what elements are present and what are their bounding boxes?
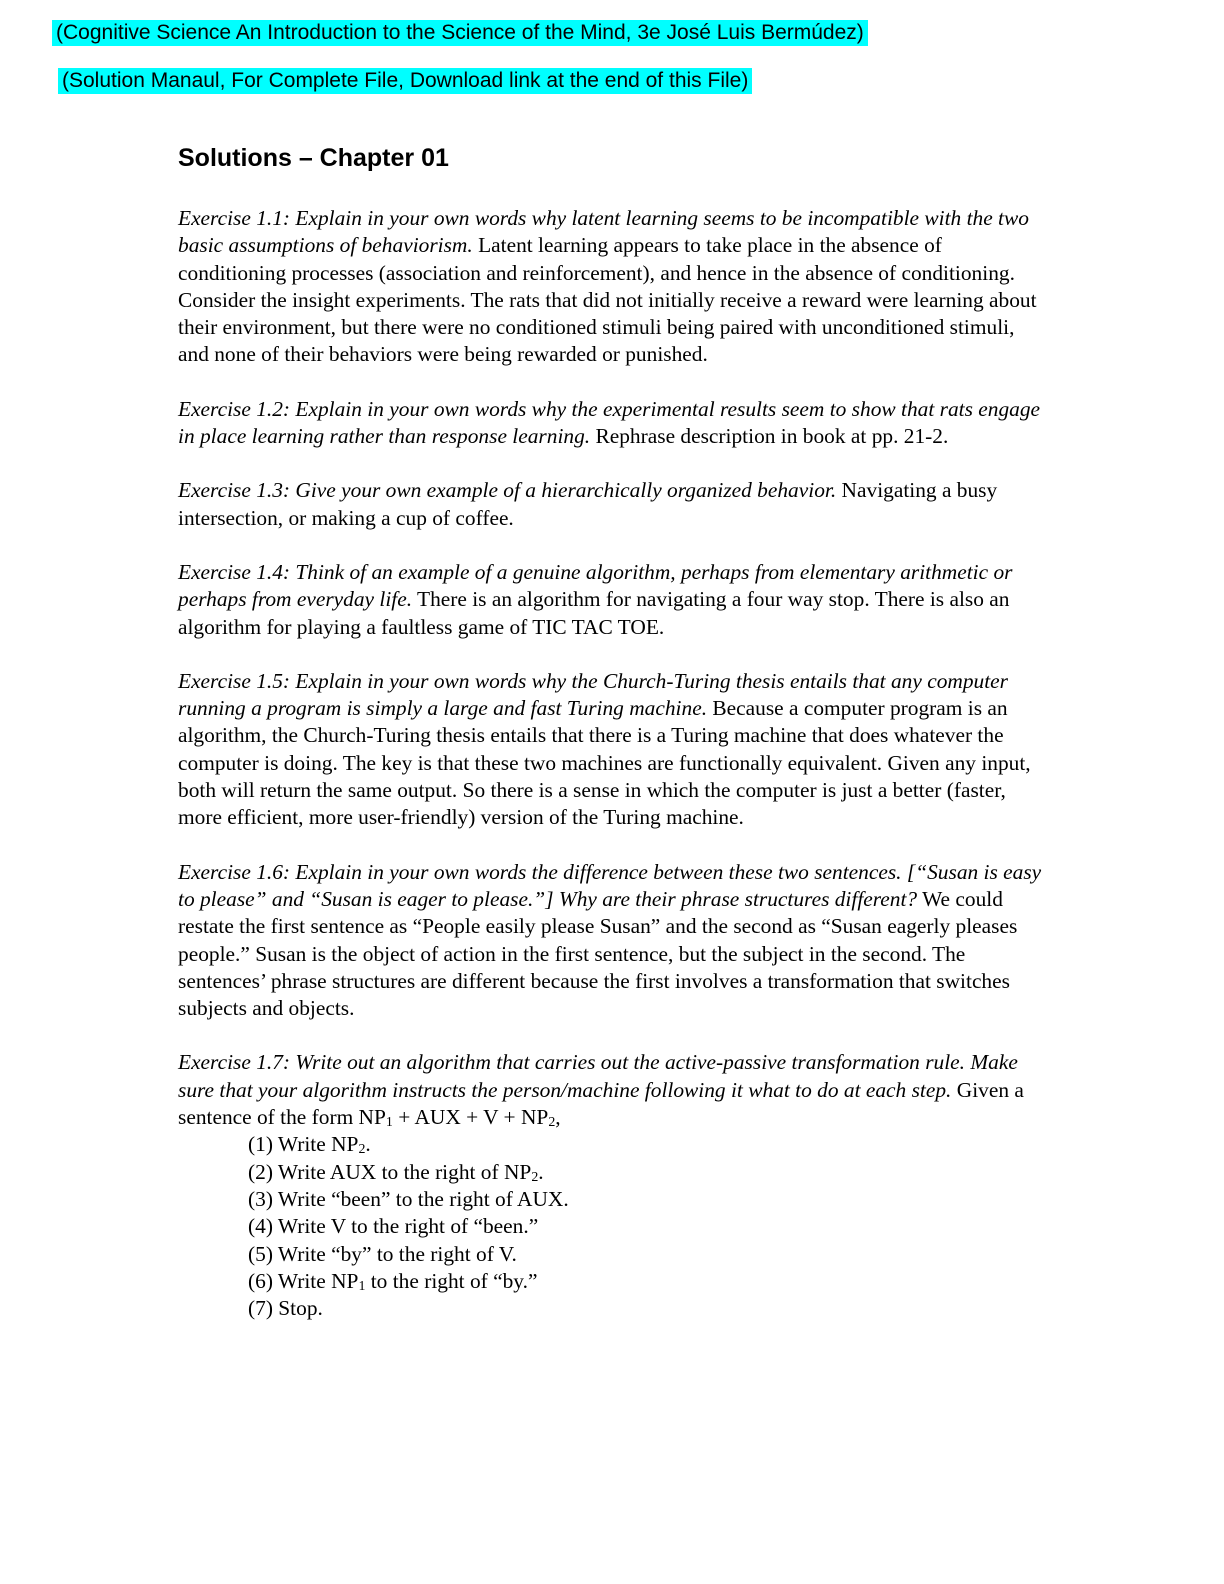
exercise-answer: Rephrase description in book at pp. 21-2. [590, 424, 949, 449]
exercise-question: Exercise 1.3: Give your own example of a hierarchically organized behavior. [178, 478, 837, 503]
exercise-1-3 [178, 477, 1048, 532]
exercise-1-4 [178, 559, 1048, 641]
answer-text: + AUX + V + NP [392, 1105, 549, 1130]
document-body [178, 140, 1048, 1322]
subscript: 1 [385, 1115, 393, 1131]
exercise-answer: Latent learning appears to take place in the absence of conditioning processes (association and reinforcement), and hence in the absence of conditioning. Consider the insight experiments. The rats that did not initially receive a reward were learning about their environment, but there were no conditioned stimuli being paired with unconditioned stimuli, and none of their behaviors were being rewarded or punished. [178, 233, 1037, 367]
exercise-question: Exercise 1.1: Explain in your own words why latent learning seems to be incompatible with the two basic assumptions of behaviorism. [178, 206, 1029, 258]
page-title: Solutions – Chapter 01 [178, 144, 449, 172]
exercise-1-2 [178, 396, 1048, 451]
exercise-question: Exercise 1.2: Explain in your own words why the experimental results seem to show that rats engage in place learning rather than response learning. [178, 396, 1041, 449]
header-banner-note: (Solution Manaul, For Complete File, Download link at the end of this File) [58, 68, 752, 94]
subscript: 2 [548, 1115, 556, 1131]
algorithm-step: (2) Write AUX to the right of $NP_2$. [248, 1159, 544, 1185]
header-banner-title: (Cognitive Science An Introduction to the Science of the Mind, 3e José Luis Bermúdez) [52, 20, 868, 46]
exercise-question: Exercise 1.7: Write out an algorithm that carries out the active-passive transformation rule. Make sure that your algorithm instructs the person/machine following it what to do at each step. [178, 1050, 1018, 1102]
answer-text: , [555, 1105, 561, 1130]
algorithm-step: (7) Stop. [248, 1296, 323, 1321]
exercise-1-7-text [178, 1049, 1048, 1131]
exercise-1-5 [178, 668, 1048, 832]
algorithm-step: (1) Write $NP_2$. [248, 1132, 371, 1158]
exercise-question: Exercise 1.6: Explain in your own words the difference between these two sentences. [“Susan is easy to please” and “Susan is eager to please.”] Why are their phrase structures different? [178, 859, 1042, 911]
algorithm-step: (4) Write V to the right of “been.” [248, 1214, 539, 1239]
exercise-answer: Because a computer program is an algorithm, the Church-Turing thesis entails that there is a Turing machine that does whatever the computer is doing. The key is that these two machines are functionally equivalent. Given any input, both will return the same output. So there is a sense in which the computer is just a better (faster, more efficient, more user-friendly) version of the Turing machine. [178, 696, 1031, 830]
exercise-question: Exercise 1.5: Explain in your own words why the Church-Turing thesis entails that any computer running a program is simply a large and fast Turing machine. [178, 668, 1008, 721]
exercise-1-6 [178, 859, 1048, 1023]
exercise-answer: We could restate the first sentence as “People easily please Susan” and the second as “Susan eagerly pleases people.” Susan is the object of action in the first sentence, but the subject in the second. The sentences’ phrase structures are different because the first involves a transformation that switches subjects and objects. [178, 886, 1018, 1021]
exercise-answer: There is an algorithm for navigating a four way stop. There is also an algorithm for playing a faultless game of TIC TAC TOE. [178, 587, 1010, 639]
exercise-answer: Navigating a busy intersection, or making a cup of coffee. [178, 478, 998, 530]
answer-text: Given a sentence of the form NP [178, 1077, 1024, 1130]
algorithm-step: (6) Write $NP_1$ to the right of “by.” [248, 1268, 538, 1294]
exercise-question: Exercise 1.4: Think of an example of a genuine algorithm, perhaps from elementary arithmetic or perhaps from everyday life. [178, 559, 1013, 612]
exercise-1-1 [178, 205, 1048, 369]
exercise-1-7 [178, 1049, 1048, 1322]
algorithm-step: (3) Write “been” to the right of AUX. [248, 1186, 569, 1211]
algorithm-steps [178, 1131, 1048, 1322]
algorithm-step: (5) Write “by” to the right of V. [248, 1241, 517, 1266]
